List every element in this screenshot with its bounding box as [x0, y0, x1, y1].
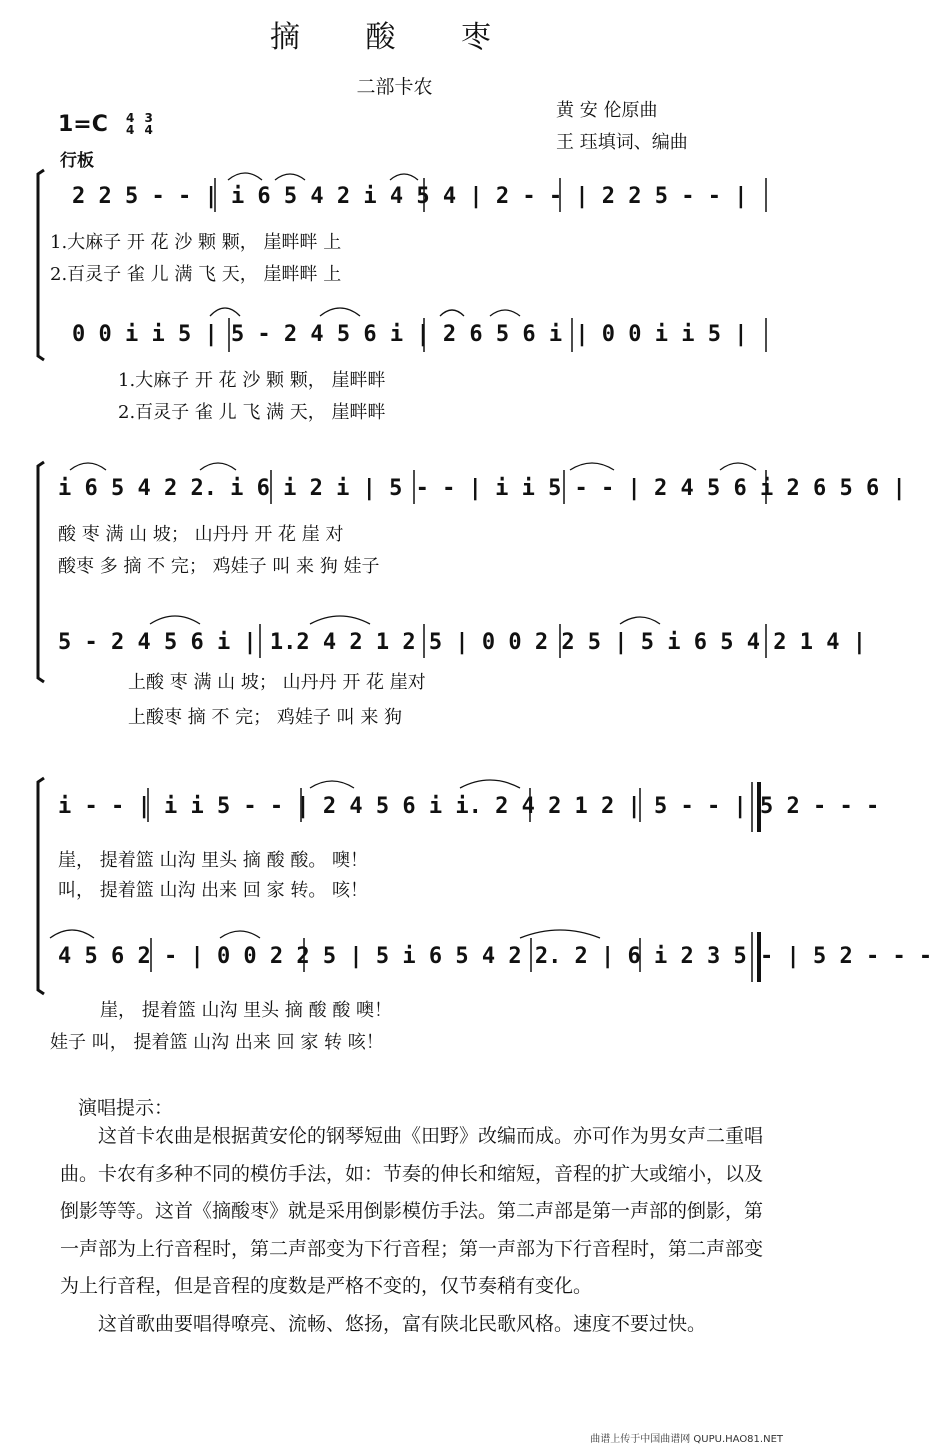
system2-lower-notes: 5 - 2 4 5 6 i | 1.2 4 2 1 2 5 | 0 0 2 2 5 | 5 i 6 5 4 2 1 4 |: [58, 630, 866, 655]
composer-credit: 黄 安 伦原曲: [556, 100, 658, 121]
system1-lower-lyric2: 2.百灵子 雀 儿 飞 满 天， 崖畔畔: [118, 402, 386, 423]
system2-upper-notes: i 6 5 4 2 2. i 6 i 2 i | 5 - - | i i 5 - - | 2 4 5 6 i 2 6 5 6 |: [58, 476, 906, 501]
system2-lower-lyric1: 上酸 枣 满 山 坡； 山丹丹 开 花 崖对: [128, 672, 426, 693]
lyricist-credit: 王 珏填词、编曲: [556, 132, 688, 153]
tips-body: [60, 1118, 772, 1343]
system3-lower-lyric1: 崖， 提着篮 山沟 里头 摘 酸 酸 噢！: [100, 1000, 393, 1021]
system2-upper-lyric2: 酸枣 多 摘 不 完； 鸡娃子 叫 来 狗 娃子: [58, 556, 380, 577]
site-watermark: 曲谱上传于中国曲谱网 QUPU.HAO81.NET: [590, 1434, 783, 1445]
system1-upper-lyric2: 2.百灵子 雀 儿 满 飞 天， 崖畔畔 上: [50, 264, 342, 285]
system2-upper-lyric1: 酸 枣 满 山 坡； 山丹丹 开 花 崖 对: [58, 524, 344, 545]
system1-upper-notes: 2 2 5 - - | i 6 5 4 2 i 4 5 4 | 2 - - | 2 2 5 - - |: [72, 184, 748, 209]
system2-lower-lyric2: 上酸枣 摘 不 完； 鸡娃子 叫 来 狗: [128, 707, 403, 728]
tips-paragraph-1: 这首卡农曲是根据黄安伦的钢琴短曲《田野》改编而成。亦可作为男女声二重唱曲。卡农有多种不同的模仿手法，如：节奏的伸长和缩短，音程的扩大或缩小，以及倒影等等。这首《摘酸枣》就是采用倒影模仿手法。第二声部是第一声部的倒影，第一声部为上行音程时，第二声部变为下行音程；第一声部为下行音程时，第二声部变为上行音程，但是音程的度数是严格不变的，仅节奏稍有变化。: [60, 1125, 764, 1297]
system1-upper-lyric1: 1.大麻子 开 花 沙 颗 颗， 崖畔畔 上: [50, 232, 342, 253]
key-signature: 1=C: [58, 112, 108, 137]
system1-lower-notes: 0 0 i i 5 | 5 - 2 4 5 6 i | 2 6 5 6 i | 0 0 i i 5 |: [72, 322, 748, 347]
system3-upper-lyric2: 叫， 提着篮 山沟 出来 回 家 转。 咳！: [58, 880, 369, 901]
song-subtitle: 二部卡农: [356, 76, 433, 98]
system3-lower-lyric2: 娃子 叫， 提着篮 山沟 出来 回 家 转 咳！: [50, 1032, 384, 1053]
system3-lower-notes: 4 5 6 2 - | 0 0 2 2 5 | 5 i 6 5 4 2 2. 2 | 6 i 2 3 5 - | 5 2 - - -: [58, 944, 932, 969]
time-signature: 4 4 3 4: [126, 111, 153, 137]
system3-upper-notes: i - - | i i 5 - - | 2 4 5 6 i i. 2 4 2 1 2 | 5 - - | 5 2 - - -: [58, 794, 880, 819]
system1-lower-lyric1: 1.大麻子 开 花 沙 颗 颗， 崖畔畔: [118, 370, 386, 391]
system3-upper-lyric1: 崖， 提着篮 山沟 里头 摘 酸 酸。 噢！: [58, 850, 369, 871]
tips-heading: 演唱提示：: [78, 1097, 174, 1119]
tempo-marking: 行板: [60, 151, 94, 171]
song-title: 摘 酸 枣: [269, 20, 520, 55]
tips-paragraph-2: 这首歌曲要唱得嘹亮、流畅、悠扬，富有陕北民歌风格。速度不要过快。: [98, 1312, 707, 1335]
